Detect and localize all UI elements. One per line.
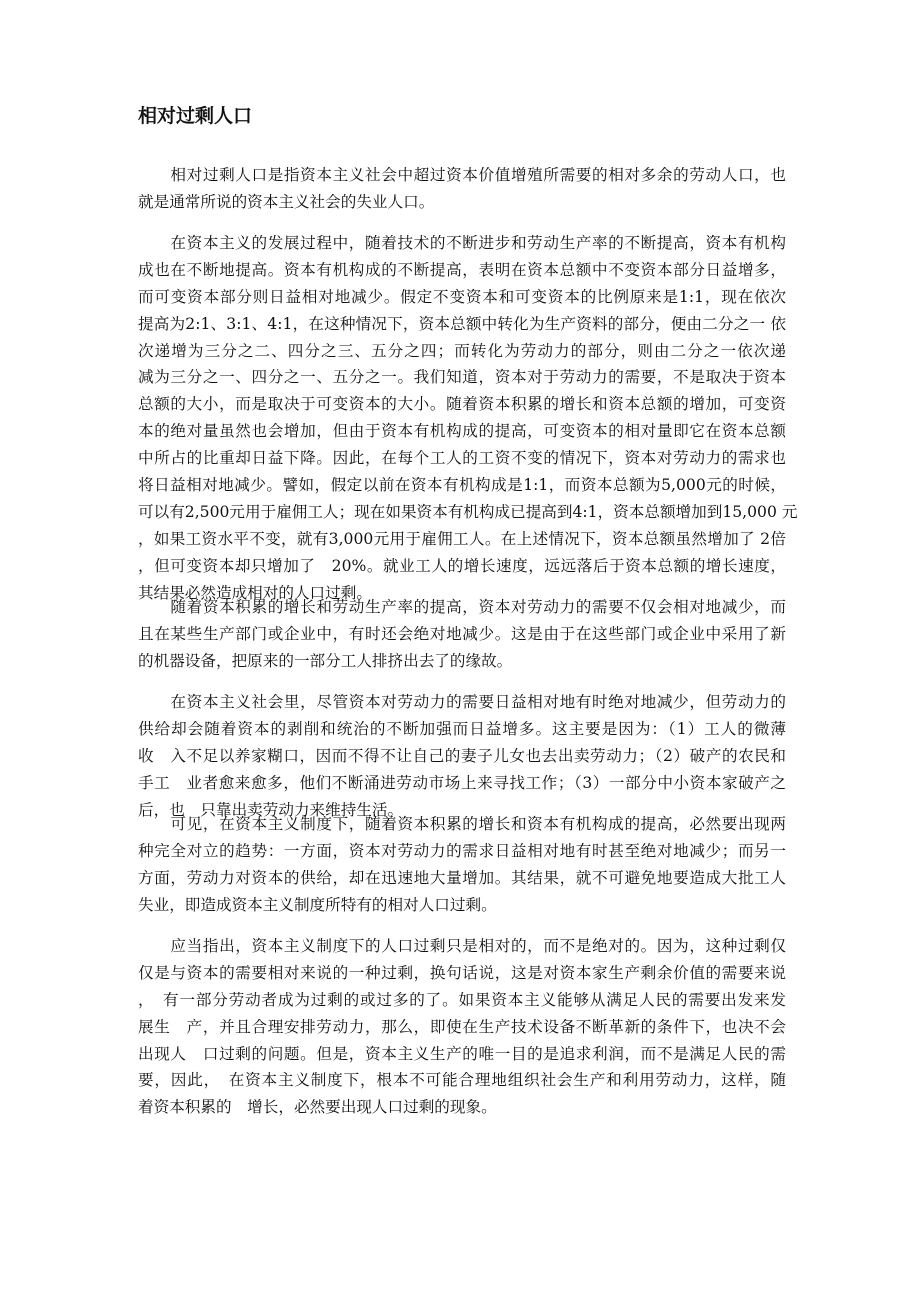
text-line: 失业，即造成资本主义制度所特有的相对人口过剩。 — [138, 895, 497, 914]
text-line: 相对过剩人口是指资本主义社会中超过资本价值增殖所需要的相对多余的劳动人口，也 — [138, 166, 786, 184]
text-line: 将日益相对地减少。譬如，假定以前在资本有机构成是1:1，而资本总额为5,000元的时候， — [138, 476, 786, 495]
paragraph — [138, 594, 786, 675]
text-line: 出现人 口过剩的问题。但是，资本主义生产的唯一目的是追求利润，而不是满足人民的需 — [138, 1044, 786, 1063]
text-line: 可以有2,500元用于雇佣工人；现在如果资本有机构成已提高到4:1，资本总额增加到15,000 元 — [138, 502, 798, 521]
text-line: 就是通常所说的资本主义社会的失业人口。 — [138, 192, 435, 211]
text-line: 总额的大小，而是取决于可变资本的大小。随着资本积累的增长和资本总额的增加，可变资 — [138, 395, 786, 414]
text-line: 且在某些生产部门或企业中，有时还会绝对地减少。这是由于在这些部门或企业中采用了新 — [138, 624, 786, 643]
paragraph — [138, 933, 786, 1121]
text-line: 收 入不足以养家糊口，因而不得不让自己的妻子儿女也去出卖劳动力；（2）破产的农民和 — [138, 746, 786, 765]
paragraph — [138, 162, 786, 216]
text-line: 方面，劳动力对资本的供给，却在迅速地大量增加。其结果，就不可避免地要造成大批工人 — [138, 868, 786, 887]
text-line: 可见，在资本主义制度下，随着资本积累的增长和资本有机构成的提高，必然要出现两 — [138, 815, 786, 833]
text-line: 减为三分之一、四分之一、五分之一。我们知道，资本对于劳动力的需要，不是取决于资本 — [138, 368, 786, 387]
text-line: 而可变资本部分则日益相对地减少。假定不变资本和可变资本的比例原来是1:1，现在依次 — [138, 287, 786, 306]
text-line: 在资本主义的发展过程中，随着技术的不断进步和劳动生产率的不断提高，资本有机构 — [138, 234, 786, 252]
text-line: 种完全对立的趋势：一方面，资本对劳动力的需求日益相对地有时甚至绝对地减少；而另一 — [138, 841, 786, 860]
text-line: 手工 业者愈来愈多，他们不断涌进劳动市场上来寻找工作；（3）一部分中小资本家破产之 — [138, 773, 786, 792]
text-line: 后，也 只靠出卖劳动力来维持生活。 — [138, 800, 404, 819]
text-line: ，但可变资本却只增加了 20%。就业工人的增长速度，远远落后于资本总额的增长速度， — [138, 556, 786, 575]
text-line: ，如果工资水平不变，就有3,000元用于雇佣工人。在上述情况下，资本总额虽然增加了 2倍 — [138, 529, 786, 548]
text-line: 着资本积累的 增长，必然要出现人口过剩的现象。 — [138, 1098, 497, 1117]
text-line: ， 有一部分劳动者成为过剩的或过多的了。如果资本主义能够从满足人民的需要出发来发 — [138, 990, 786, 1009]
text-line: 供给却会随着资本的剥削和统治的不断加强而日益增多。这主要是因为：（1）工人的微薄 — [138, 719, 786, 738]
paragraph — [138, 689, 786, 823]
text-line: 应当指出，资本主义制度下的人口过剩只是相对的，而不是绝对的。因为，这种过剩仅 — [138, 937, 786, 955]
text-line: 本的绝对量虽然也会增加，但由于资本有机构成的提高，可变资本的相对量即它在资本总额 — [138, 422, 786, 441]
text-line: 随着资本积累的增长和劳动生产率的提高，资本对劳动力的需要不仅会相对地减少，而 — [138, 598, 786, 616]
text-line: 成也在不断地提高。资本有机构成的不断提高，表明在资本总额中不变资本部分日益增多， — [138, 260, 786, 279]
text-line: 提高为2:1、3:1、4:1，在这种情况下，资本总额中转化为生产资料的部分，便由二分之一 依 — [138, 314, 786, 333]
text-line: 中所占的比重却日益下降。因此，在每个工人的工资不变的情况下，资本对劳动力的需求也 — [138, 449, 786, 468]
text-line: 次递增为三分之二、四分之三、五分之四；而转化为劳动力的部分，则由二分之一依次递 — [138, 341, 786, 360]
text-line: 其结果必然造成相对的人口过剩。 — [138, 583, 372, 602]
text-line: 展生 产，并且合理安排劳动力，那么，即使在生产技术设备不断革新的条件下，也决不会 — [138, 1017, 786, 1036]
text-line: 要，因此， 在资本主义制度下，根本不可能合理地组织社会生产和利用劳动力，这样，随 — [138, 1071, 786, 1090]
text-line: 仅是与资本的需要相对来说的一种过剩，换句话说，这是对资本家生产剩余价值的需要来说 — [138, 963, 786, 982]
text-line: 的机器设备，把原来的一部分工人排挤出去了的缘故。 — [138, 651, 513, 670]
text-line: 在资本主义社会里，尽管资本对劳动力的需要日益相对地有时绝对地减少，但劳动力的 — [138, 693, 786, 711]
paragraph — [138, 230, 798, 606]
paragraph — [138, 811, 786, 919]
document-title: 相对过剩人口 — [138, 105, 253, 127]
